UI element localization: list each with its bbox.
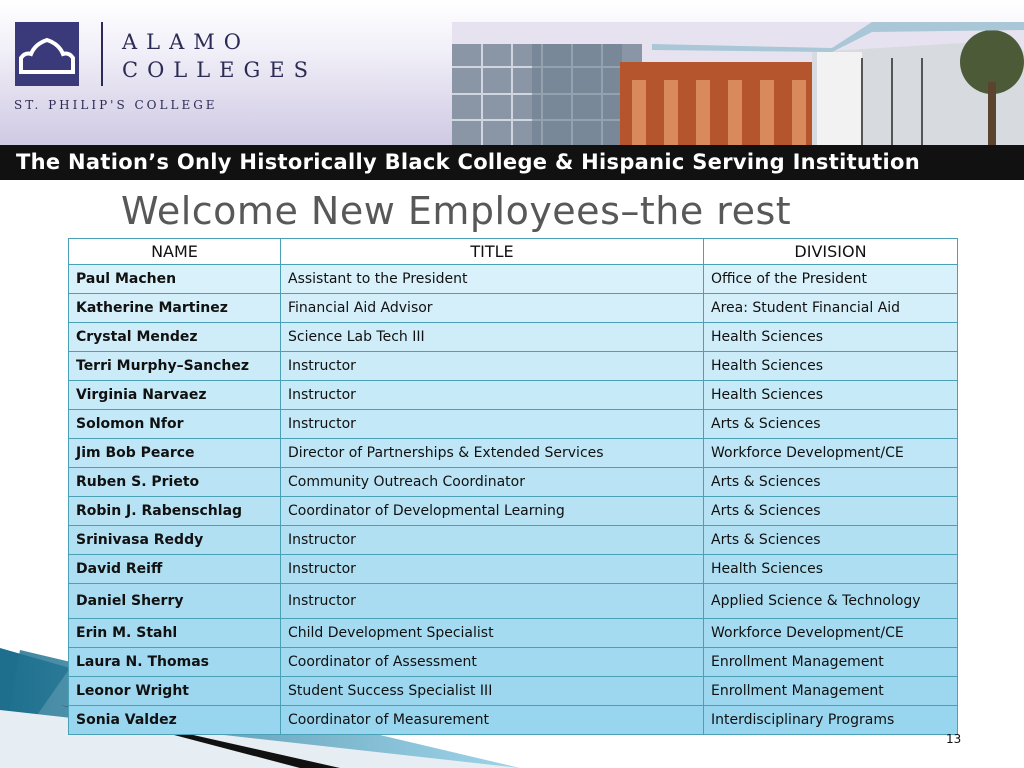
cell-name: Robin J. Rabenschlag — [69, 497, 281, 526]
cell-division: Arts & Sciences — [704, 497, 958, 526]
cell-title: Director of Partnerships & Extended Services — [281, 439, 704, 468]
table-row — [69, 619, 958, 648]
cell-division: Enrollment Management — [704, 648, 958, 677]
cell-name: Crystal Mendez — [69, 323, 281, 352]
cell-title: Science Lab Tech III — [281, 323, 704, 352]
cell-division: Enrollment Management — [704, 677, 958, 706]
cell-title: Assistant to the President — [281, 265, 704, 294]
cell-title: Instructor — [281, 410, 704, 439]
logo-divider — [101, 22, 103, 86]
cell-division: Health Sciences — [704, 555, 958, 584]
college-name: ST. PHILIP'S COLLEGE — [14, 98, 218, 112]
cell-title: Instructor — [281, 352, 704, 381]
table-row — [69, 352, 958, 381]
cell-name: David Reiff — [69, 555, 281, 584]
table-row — [69, 468, 958, 497]
cell-division: Area: Student Financial Aid — [704, 294, 958, 323]
cell-division: Workforce Development/CE — [704, 619, 958, 648]
cell-name: Katherine Martinez — [69, 294, 281, 323]
cell-division: Arts & Sciences — [704, 410, 958, 439]
cell-division: Arts & Sciences — [704, 526, 958, 555]
cell-name: Laura N. Thomas — [69, 648, 281, 677]
cell-division: Applied Science & Technology — [704, 584, 958, 619]
motto-banner — [0, 145, 1024, 180]
cell-division: Arts & Sciences — [704, 468, 958, 497]
cell-title: Coordinator of Developmental Learning — [281, 497, 704, 526]
cell-title: Financial Aid Advisor — [281, 294, 704, 323]
logo-text-alamo: ALAMO — [122, 30, 250, 54]
cell-name: Jim Bob Pearce — [69, 439, 281, 468]
table-row — [69, 677, 958, 706]
table-row — [69, 706, 958, 735]
table-row — [69, 526, 958, 555]
column-header-title: TITLE — [281, 239, 704, 265]
cell-title: Student Success Specialist III — [281, 677, 704, 706]
table-row — [69, 410, 958, 439]
cell-name: Solomon Nfor — [69, 410, 281, 439]
logo-text-colleges: COLLEGES — [122, 58, 317, 82]
slide-header — [0, 0, 1024, 145]
table-row — [69, 323, 958, 352]
table-row — [69, 439, 958, 468]
table-row — [69, 648, 958, 677]
cell-name: Virginia Narvaez — [69, 381, 281, 410]
cell-title: Instructor — [281, 526, 704, 555]
table-row — [69, 497, 958, 526]
new-employees-table — [68, 238, 958, 735]
cell-name: Paul Machen — [69, 265, 281, 294]
cell-name: Srinivasa Reddy — [69, 526, 281, 555]
slide-title: Welcome New Employees–the rest — [121, 189, 792, 233]
table-row — [69, 265, 958, 294]
cell-name: Terri Murphy–Sanchez — [69, 352, 281, 381]
cell-name: Leonor Wright — [69, 677, 281, 706]
page-number: 13 — [946, 732, 962, 746]
cell-title: Instructor — [281, 584, 704, 619]
cell-division: Workforce Development/CE — [704, 439, 958, 468]
table-row — [69, 381, 958, 410]
cell-title: Community Outreach Coordinator — [281, 468, 704, 497]
cell-name: Daniel Sherry — [69, 584, 281, 619]
cell-title: Instructor — [281, 555, 704, 584]
column-header-name: NAME — [69, 239, 281, 265]
cell-name: Sonia Valdez — [69, 706, 281, 735]
cell-title: Child Development Specialist — [281, 619, 704, 648]
alamo-mission-logo — [15, 22, 79, 86]
cell-title: Coordinator of Assessment — [281, 648, 704, 677]
cell-division: Office of the President — [704, 265, 958, 294]
cell-division: Health Sciences — [704, 352, 958, 381]
cell-title: Coordinator of Measurement — [281, 706, 704, 735]
cell-division: Health Sciences — [704, 323, 958, 352]
table-row — [69, 555, 958, 584]
campus-building-photo — [452, 22, 1024, 145]
table-row — [69, 584, 958, 619]
table-row — [69, 294, 958, 323]
banner-text: The Nation’s Only Historically Black College & Hispanic Serving Institution — [16, 150, 920, 174]
cell-title: Instructor — [281, 381, 704, 410]
cell-division: Interdisciplinary Programs — [704, 706, 958, 735]
cell-division: Health Sciences — [704, 381, 958, 410]
column-header-division: DIVISION — [704, 239, 958, 265]
table-body — [69, 265, 958, 735]
cell-name: Erin M. Stahl — [69, 619, 281, 648]
cell-name: Ruben S. Prieto — [69, 468, 281, 497]
table-header-row — [69, 239, 958, 265]
